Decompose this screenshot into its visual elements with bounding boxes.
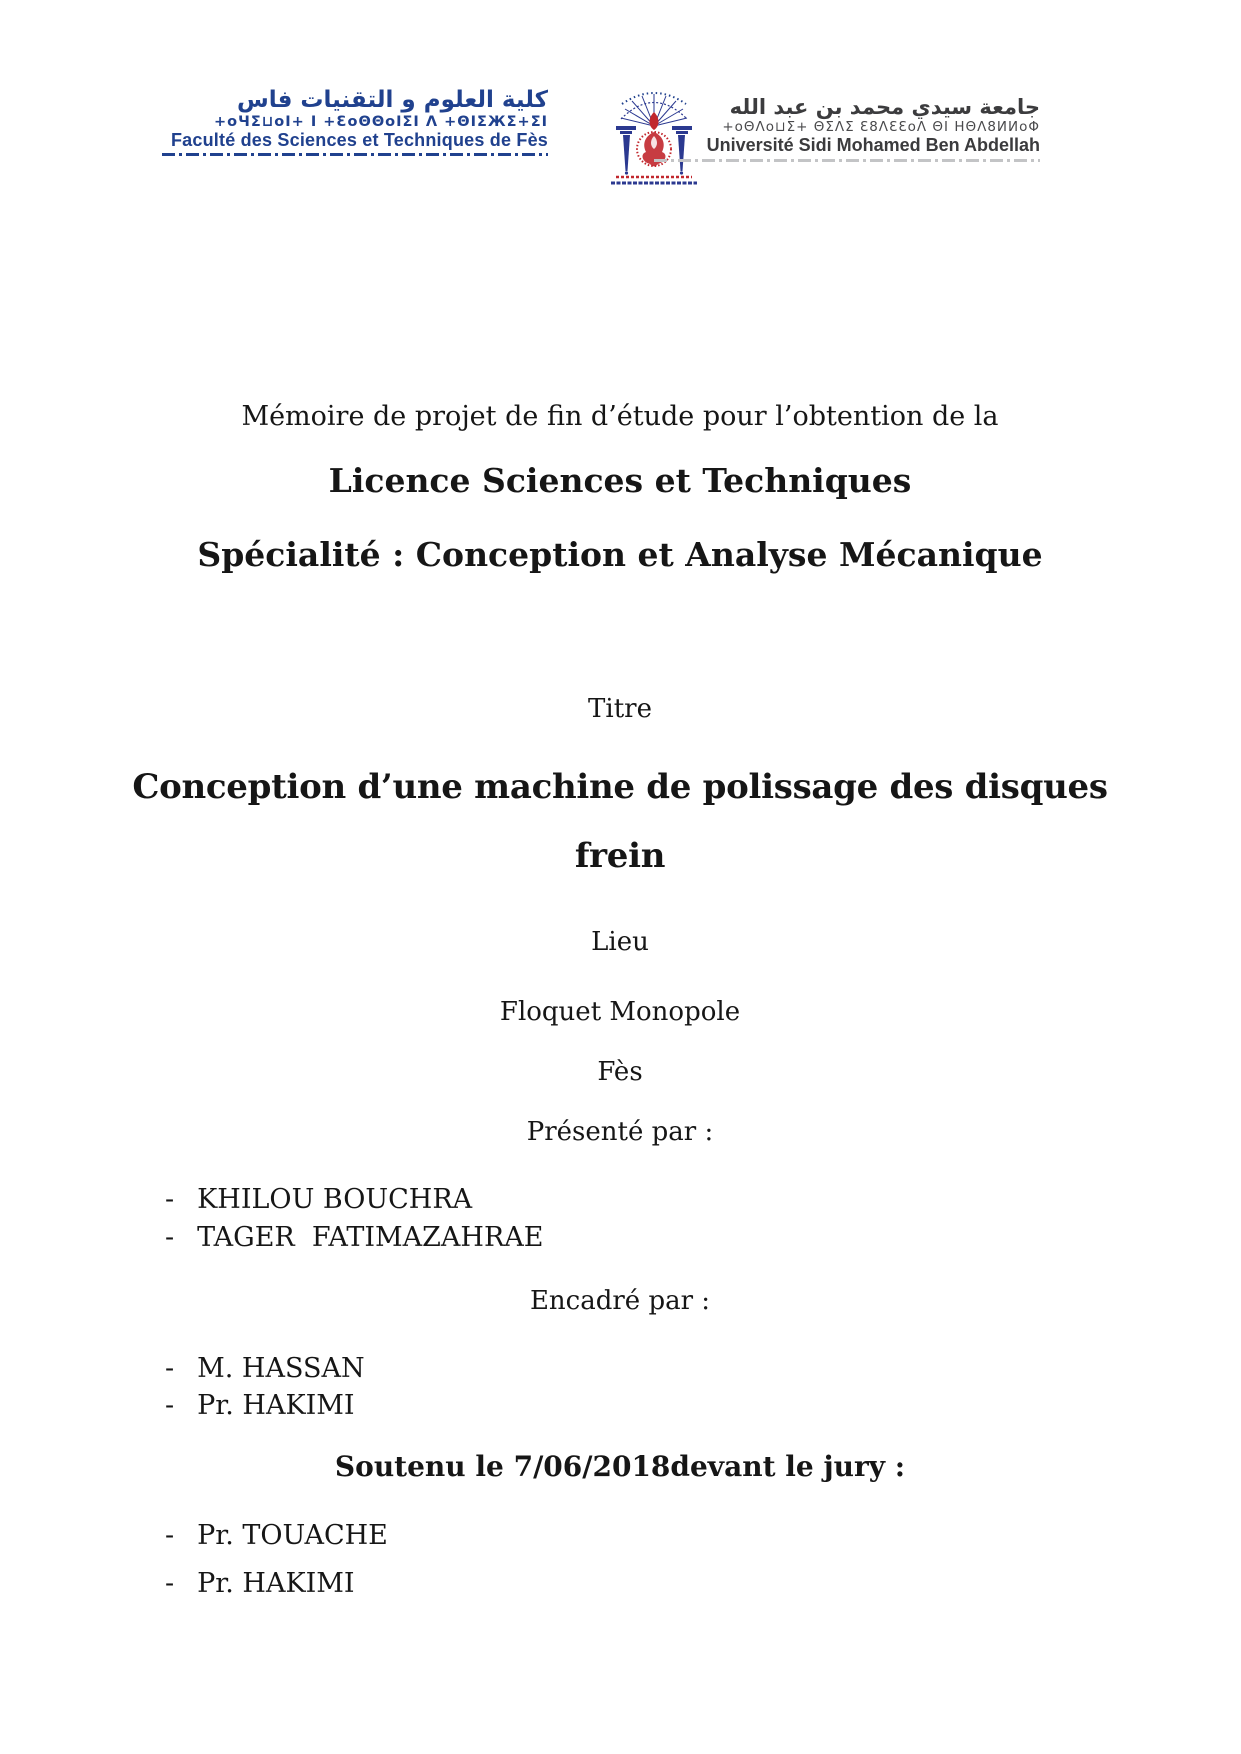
location-label: Lieu — [591, 927, 649, 957]
dash-separator-left — [162, 153, 548, 156]
university-name-arabic: جامعة سيدي محمد بن عبد الله — [729, 95, 1040, 119]
speciality-title: Spécialité : Conception et Analyse Mécanique — [197, 535, 1043, 574]
defense-date-line: Soutenu le 7/06/2018devant le jury : — [334, 1450, 906, 1483]
list-item-author-1 — [165, 1184, 472, 1215]
intro-line: Mémoire de projet de fin d’étude pour l’obtention de la — [241, 401, 999, 432]
thesis-title-line1: Conception d’une machine de polissage des disques — [132, 767, 1108, 807]
faculty-name-french: Faculté des Sciences et Techniques de Fès — [170, 129, 548, 150]
author-name: TAGER FATIMAZAHRAE — [197, 1222, 544, 1253]
supervisor-name: Pr. HAKIMI — [197, 1390, 355, 1421]
jury-member-name: Pr. TOUACHE — [197, 1520, 388, 1551]
jury-member-name: Pr. HAKIMI — [197, 1568, 355, 1599]
author-name: KHILOU BOUCHRA — [197, 1184, 473, 1215]
title-label: Titre — [588, 694, 652, 724]
list-item-supervisor-1 — [165, 1353, 365, 1384]
list-item-jury-1 — [165, 1520, 388, 1551]
dash-bullet: - — [165, 1568, 175, 1599]
dash-bullet: - — [165, 1520, 175, 1551]
dash-bullet: - — [165, 1184, 175, 1215]
dash-separator-right — [654, 159, 1040, 162]
university-name-tifinagh: +oΘΛo⊔Σ+ ΘΣΛΣ Ɛ8ΛƐƐoΛ ΘI HΘΛ8ИИoΦ — [722, 118, 1040, 135]
dash-bullet: - — [165, 1353, 175, 1384]
list-item-jury-2 — [165, 1568, 355, 1599]
supervised-by-label: Encadré par : — [529, 1286, 711, 1316]
dash-bullet: - — [165, 1222, 175, 1253]
dash-bullet: - — [165, 1390, 175, 1421]
faculty-name-tifinagh: +oЧΣ⊔oI+ I +ƐoΘΘoIΣI Λ +ΘIΣЖΣ+ΣI — [214, 113, 548, 130]
presented-by-label: Présenté par : — [526, 1117, 714, 1147]
supervisor-name: M. HASSAN — [197, 1353, 365, 1384]
list-item-supervisor-2 — [165, 1390, 355, 1421]
location-company: Floquet Monopole — [499, 997, 741, 1027]
faculty-name-arabic: كلية العلوم و التقنيات فاس — [236, 87, 548, 113]
list-item-author-2 — [165, 1222, 544, 1253]
faculty-logo-block — [162, 88, 548, 156]
university-name-french: Université Sidi Mohamed Ben Abdellah — [706, 135, 1040, 156]
university-logo-block — [654, 96, 1040, 162]
location-city: Fès — [597, 1057, 643, 1087]
thesis-title-line2: frein — [574, 836, 666, 876]
degree-title: Licence Sciences et Techniques — [328, 461, 912, 500]
